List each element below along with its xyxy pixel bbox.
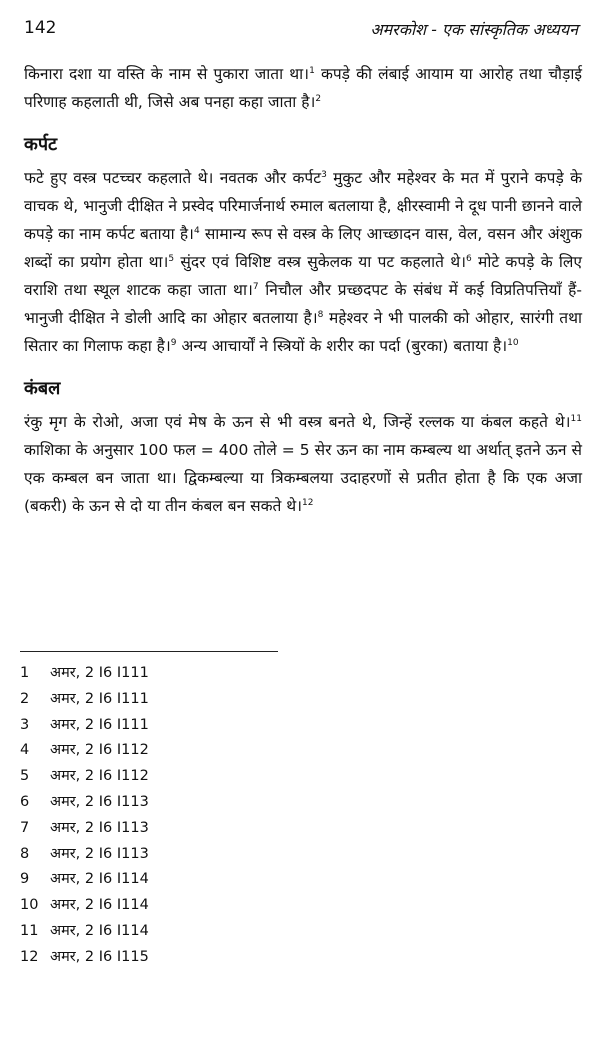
section-heading-kambal: कंबल <box>24 378 61 399</box>
footnote-item <box>20 867 149 893</box>
paragraph-text: काशिका के अनुसार 100 फल = 400 तोले = 5 सेर ऊन का नाम कम्बल्य था अर्थात् इतने ऊन से एक कम्बल बन जाता था। द्विकम्बल्या या त्रिकम्बलया उदाहरणों से प्रतीत होता है कि एक अजा (बकरी) के ऊन से दो या तीन कंबल बन सकते थे। <box>24 441 582 515</box>
paragraph-text: फटे हुए वस्त्र पटच्चर कहलाते थे। नवतक और कर्पट <box>24 169 322 187</box>
section-paragraph-karpat <box>24 164 582 360</box>
footnote-item <box>20 790 149 816</box>
footnote-text: अमर, 2 I6 I115 <box>50 948 149 965</box>
footnote-item <box>20 919 149 945</box>
footnote-text: अमर, 2 I6 I111 <box>50 665 149 681</box>
footnote-item <box>20 893 149 919</box>
footnote-ref: 6 <box>466 253 472 264</box>
footnote-item <box>20 713 149 739</box>
footnote-item <box>20 945 149 971</box>
footnote-ref: 9 <box>170 337 177 348</box>
footnote-ref: 11 <box>570 413 582 424</box>
footnote-number: 4 <box>20 742 30 759</box>
footnote-ref: 5 <box>168 253 175 264</box>
paragraph-text: रंकु मृग के रोओ, अजा एवं मेष के ऊन से भी वस्त्र बनते थे, जिन्हें रल्लक या कंबल कहते थे। <box>24 413 571 431</box>
footnote-item <box>20 764 149 790</box>
running-title: अमरकोश - एक सांस्कृतिक अध्ययन <box>370 20 578 39</box>
footnote-text: अमर, 2 I6 I113 <box>50 845 149 862</box>
paragraph-text: मुकुट और महेश्वर के मत में पुराने कपड़े के वाचक थे, भानुजी दीक्षित ने प्रस्वेद परिमार्जनार्थ रुमाल बतलाया है, क्षीरस्वामी ने दूध पानी छानने वाले कपड़े का नाम कर्पट बताया है। <box>24 169 582 243</box>
footnote-ref: 12 <box>302 497 314 508</box>
section-paragraph-kambal <box>24 408 582 520</box>
main-content <box>24 60 582 520</box>
footnote-text: अमर, 2 I6 I113 <box>50 793 149 810</box>
footnote-text: अमर, 2 I6 I113 <box>50 819 149 836</box>
footnote-ref: 1 <box>309 65 315 76</box>
footnote-ref: 7 <box>252 281 259 292</box>
paragraph-text: महेश्वर ने भी पालकी को ओहार, सारंगी तथा सितार का गिलाफ कहा है। <box>24 309 582 355</box>
footnote-number: 6 <box>20 793 30 810</box>
footnote-text: अमर, 2 I6 I114 <box>50 871 149 888</box>
section-heading-karpat: कर्पट <box>24 134 58 155</box>
footnote-number: 7 <box>20 819 30 836</box>
footnote-item <box>20 738 149 764</box>
footnote-ref: 2 <box>315 93 322 104</box>
footnote-ref: 8 <box>317 309 324 320</box>
paragraph-text: अन्य आचार्यों ने स्त्रियों के शरीर का पर्दा (बुरका) बताया है। <box>176 337 508 355</box>
paragraph-text: मोटे कपड़े के लिए वराशि तथा स्थूल शाटक कहा जाता था। <box>24 253 582 299</box>
footnote-number: 11 <box>20 922 39 939</box>
footnote-number: 3 <box>20 716 30 733</box>
page-number: 142 <box>24 18 57 38</box>
footnotes-list <box>20 661 149 971</box>
footnote-text: अमर, 2 I6 I111 <box>50 716 149 733</box>
footnote-separator <box>20 651 278 652</box>
footnote-number: 10 <box>20 897 39 914</box>
footnote-item <box>20 687 149 713</box>
paragraph-text: कपड़े की लंबाई आयाम या आरोह तथा चौड़ाई परिणाह कहलाती थी, जिसे अब पनहा कहा जाता है। <box>24 65 582 111</box>
paragraph-text: सामान्य रूप से वस्त्र के लिए आच्छादन वास, वेल, वसन और अंशुक शब्दों का प्रयोग होता था। <box>24 225 582 271</box>
footnote-number: 9 <box>20 871 30 888</box>
paragraph-text: किनारा दशा या वस्ति के नाम से पुकारा जाता था। <box>24 65 310 83</box>
footnote-text: अमर, 2 I6 I111 <box>50 690 149 707</box>
footnote-ref: 4 <box>193 225 200 236</box>
footnote-number: 5 <box>20 768 30 785</box>
footnote-number: 1 <box>20 665 30 681</box>
footnote-number: 2 <box>20 690 30 707</box>
footnote-text: अमर, 2 I6 I112 <box>50 742 149 759</box>
footnote-number: 12 <box>20 948 39 965</box>
footnote-ref: 3 <box>321 169 327 180</box>
paragraph-text: निचौल और प्रच्छदपट के संबंध में कई विप्रतिपत्तियाँ हैं-भानुजी दीक्षित ने डोली आदि का ओहार बतलाया है। <box>24 281 583 327</box>
paragraph-text: सुंदर एवं विशिष्ट वस्त्र सुकेलक या पट कहलाते थे। <box>174 253 467 271</box>
footnote-text: अमर, 2 I6 I114 <box>50 922 149 939</box>
footnote-item <box>20 816 149 842</box>
footnote-number: 8 <box>20 845 30 862</box>
footnote-text: अमर, 2 I6 I114 <box>50 897 149 914</box>
footnote-ref: 10 <box>507 337 519 348</box>
intro-paragraph <box>24 60 582 116</box>
page-header <box>20 18 580 42</box>
footnote-item <box>20 842 149 868</box>
footnote-text: अमर, 2 I6 I112 <box>50 768 149 785</box>
footnote-item <box>20 661 149 687</box>
